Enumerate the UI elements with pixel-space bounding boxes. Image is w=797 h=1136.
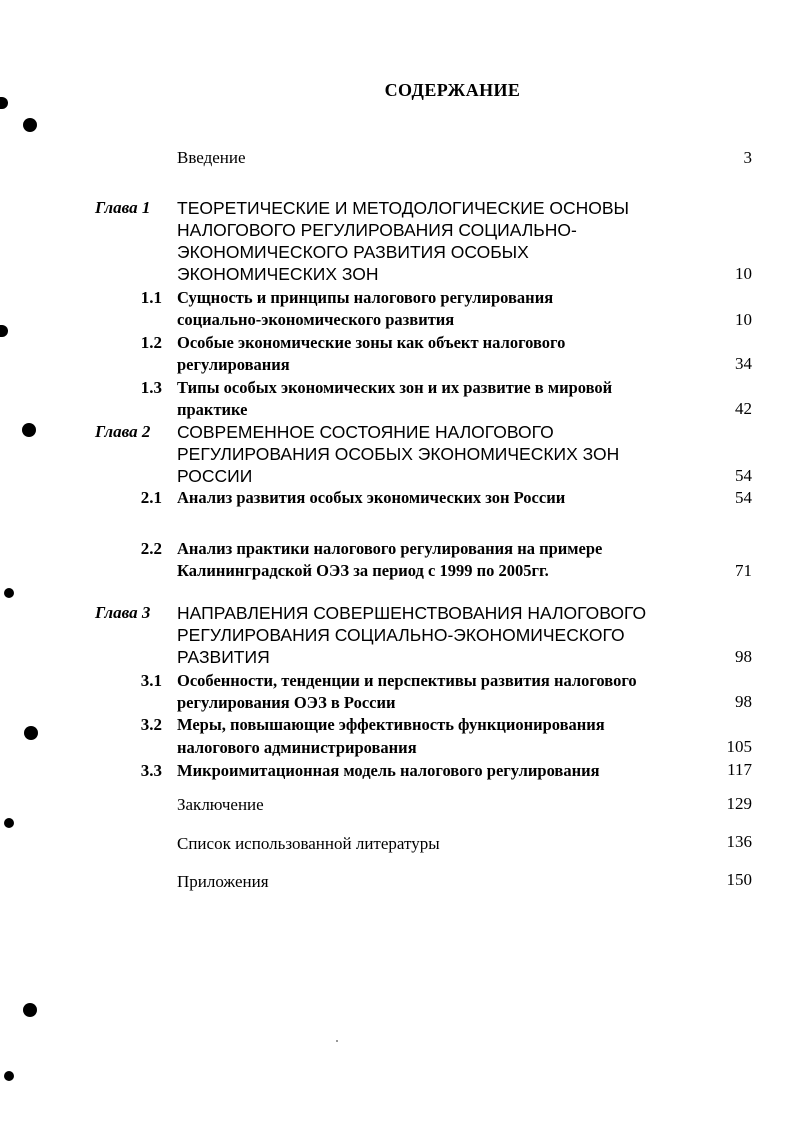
section-1-1-title-line: социально-экономического развития xyxy=(177,310,455,329)
toc-references-page: 136 xyxy=(726,832,752,851)
section-1-1-title-line: Сущность и принципы налогового регулирования xyxy=(177,288,554,307)
toc-conclusion-text: Заключение xyxy=(177,795,264,814)
punch-hole xyxy=(22,423,36,437)
toc-conclusion-page: 129 xyxy=(726,794,752,813)
section-1-3-title-line: Типы особых экономических зон и их развитие в мировой xyxy=(177,378,613,397)
chapter-1-title-line: ТЕОРЕТИЧЕСКИЕ И МЕТОДОЛОГИЧЕСКИЕ ОСНОВЫ xyxy=(177,198,630,218)
section-3-1-title-line: Особенности, тенденции и перспективы развития налогового xyxy=(177,671,637,690)
chapter-3-title-line: РАЗВИТИЯ xyxy=(177,647,270,667)
toc-intro-text: Введение xyxy=(177,148,246,167)
section-2-2-title-line: Анализ практики налогового регулирования на примере xyxy=(177,539,603,558)
scan-speck xyxy=(336,1040,338,1042)
section-3-2-page: 105 xyxy=(726,737,752,756)
section-3-3-title-line: Микроимитационная модель налогового регулирования xyxy=(177,761,600,780)
chapter-2-title-line: СОВРЕМЕННОЕ СОСТОЯНИЕ НАЛОГОВОГО xyxy=(177,422,554,442)
section-1-1-page: 10 xyxy=(735,310,752,329)
punch-hole xyxy=(4,1071,14,1081)
punch-hole xyxy=(4,588,14,598)
section-1-1-number: 1.1 xyxy=(140,288,162,307)
section-1-2-title-line: Особые экономические зоны как объект налогового xyxy=(177,333,566,352)
punch-hole xyxy=(23,1003,37,1017)
section-1-3-number: 1.3 xyxy=(140,378,162,397)
chapter-3-title-line: НАПРАВЛЕНИЯ СОВЕРШЕНСТВОВАНИЯ НАЛОГОВОГО xyxy=(177,603,647,623)
section-2-2-page: 71 xyxy=(735,561,752,580)
section-2-1-title-line: Анализ развития особых экономических зон России xyxy=(177,488,566,507)
section-3-1-page: 98 xyxy=(735,692,752,711)
punch-hole xyxy=(0,325,8,337)
chapter-2-label: Глава 2 xyxy=(95,422,151,441)
section-3-1-number: 3.1 xyxy=(140,671,162,690)
section-3-3-number: 3.3 xyxy=(140,761,162,780)
section-1-3-page: 42 xyxy=(735,399,752,418)
section-2-1-page: 54 xyxy=(735,488,752,507)
punch-hole xyxy=(4,818,14,828)
toc-appendices-text: Приложения xyxy=(177,872,269,891)
toc-appendices-page: 150 xyxy=(726,870,752,889)
page-title: СОДЕРЖАНИЕ xyxy=(384,80,521,100)
chapter-2-title-line: РОССИИ xyxy=(177,466,253,486)
section-2-2-title-line: Калининградской ОЭЗ за период с 1999 по 2005гг. xyxy=(177,561,549,580)
punch-hole xyxy=(23,118,37,132)
section-1-3-title-line: практике xyxy=(177,400,248,419)
chapter-1-title-line: ЭКОНОМИЧЕСКИХ ЗОН xyxy=(177,264,379,284)
chapter-2-title-line: РЕГУЛИРОВАНИЯ ОСОБЫХ ЭКОНОМИЧЕСКИХ ЗОН xyxy=(177,444,620,464)
toc-references-text: Список использованной литературы xyxy=(177,834,440,853)
section-3-2-number: 3.2 xyxy=(140,715,162,734)
chapter-1-title-line: ЭКОНОМИЧЕСКОГО РАЗВИТИЯ ОСОБЫХ xyxy=(177,242,529,262)
toc-intro-page: 3 xyxy=(743,148,752,167)
section-2-1-number: 2.1 xyxy=(140,488,162,507)
chapter-2-page: 54 xyxy=(735,466,752,485)
section-3-2-title-line: Меры, повышающие эффективность функционирования xyxy=(177,715,605,734)
section-1-2-page: 34 xyxy=(735,354,752,373)
punch-hole xyxy=(24,726,38,740)
section-1-2-number: 1.2 xyxy=(140,333,162,352)
section-3-2-title-line: налогового администрирования xyxy=(177,738,417,757)
chapter-3-title-line: РЕГУЛИРОВАНИЯ СОЦИАЛЬНО-ЭКОНОМИЧЕСКОГО xyxy=(177,625,625,645)
chapter-3-page: 98 xyxy=(735,647,752,666)
section-3-1-title-line: регулирования ОЭЗ в России xyxy=(177,693,396,712)
section-3-3-page: 117 xyxy=(727,760,752,779)
chapter-3-label: Глава 3 xyxy=(95,603,151,622)
section-1-2-title-line: регулирования xyxy=(177,355,290,374)
chapter-1-title-line: НАЛОГОВОГО РЕГУЛИРОВАНИЯ СОЦИАЛЬНО- xyxy=(177,220,577,240)
chapter-1-page: 10 xyxy=(735,264,752,283)
section-2-2-number: 2.2 xyxy=(140,539,162,558)
chapter-1-label: Глава 1 xyxy=(95,198,151,217)
